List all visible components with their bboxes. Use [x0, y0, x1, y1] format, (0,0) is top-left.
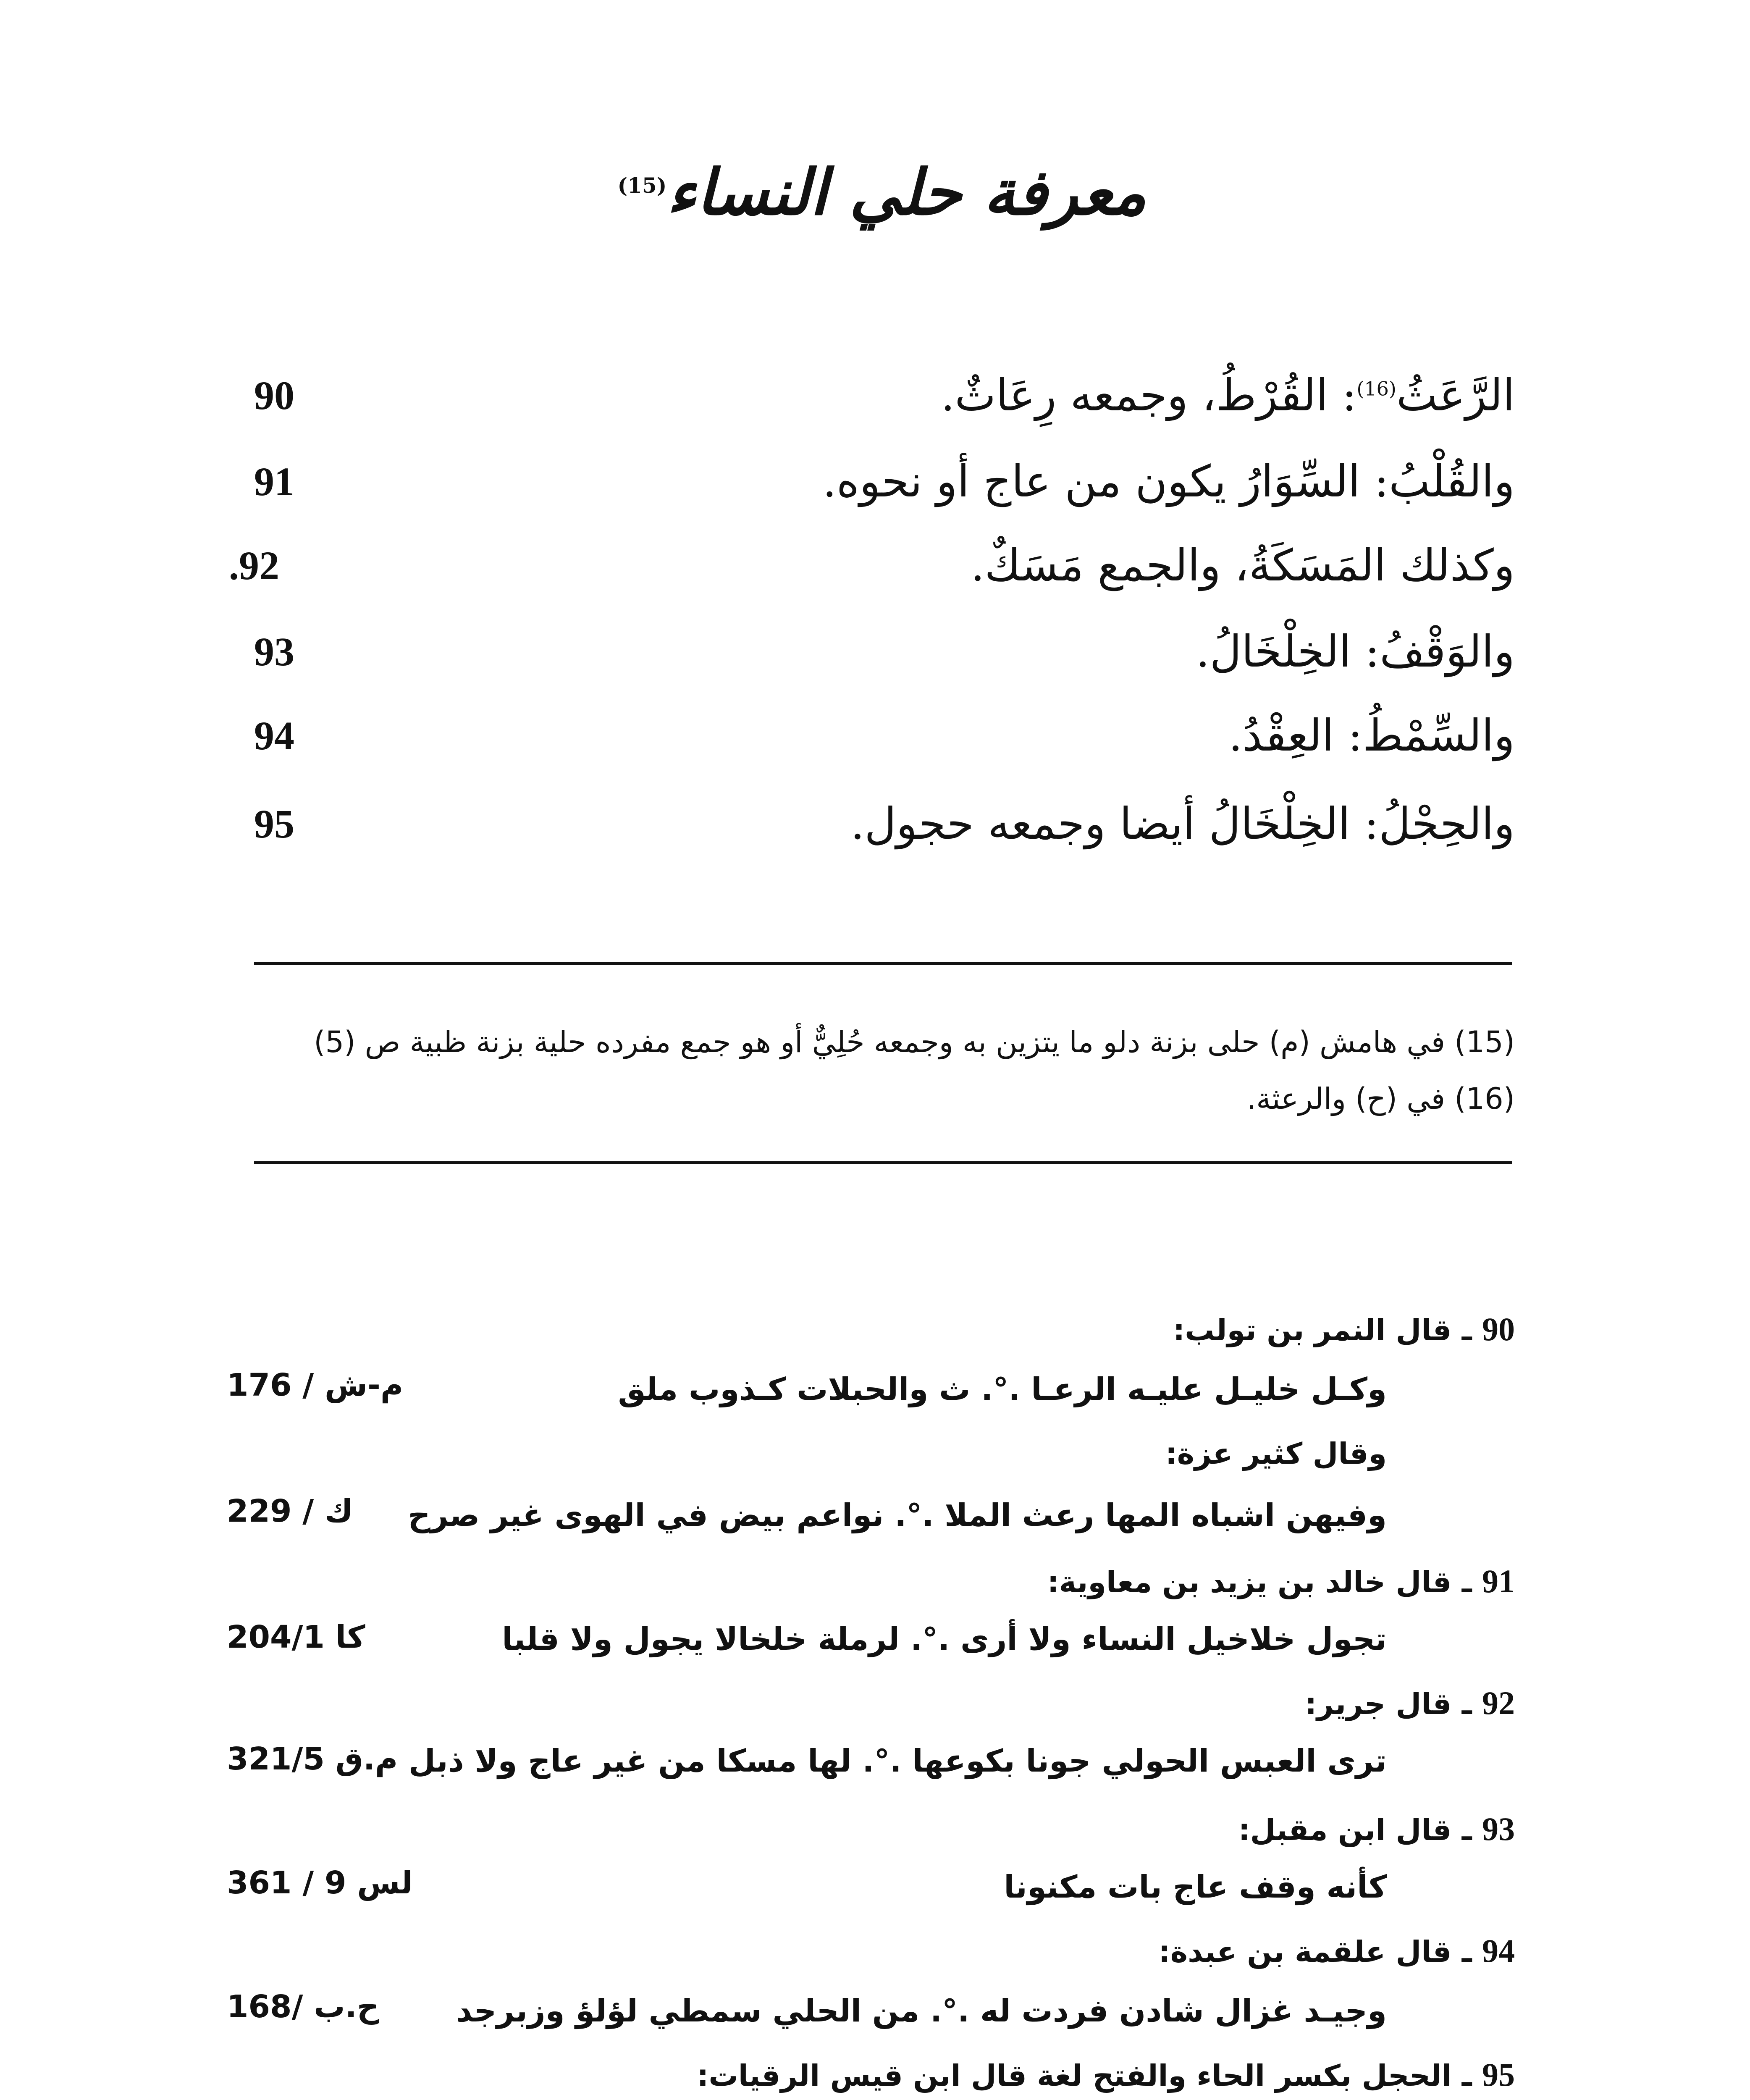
commentary-attribution: قال علقمة بن عبدة: [1158, 1935, 1452, 1969]
entry-number: 94 [254, 713, 294, 758]
page-title [588, 155, 1176, 229]
footnote-divider-top [254, 962, 1512, 965]
commentary-verse: وجيـد غزال شادن فردت له .°. من الحلي سمطي لؤلؤ وزبرجد [456, 1993, 1387, 2029]
entry-text: والقُلْبُ: السِّوَارُ يكون من عاج أو نحوه. [822, 456, 1515, 507]
entry-footnote-ref: (16) [1356, 377, 1396, 400]
entry-row [0, 626, 1750, 689]
entry-row [0, 798, 1750, 861]
title-footnote-ref: (15) [617, 173, 667, 198]
entry-row [0, 456, 1750, 519]
footnote-15: (15) في هامش (م) حلى بزنة دلو ما يتزين به وجمعه حُلِيٌّ أو هو جمع مفرده حلية بزنة ظبية ص (5) [314, 1025, 1515, 1059]
entry-text: وكذلك المَسَكَةُ، والجمع مَسَكٌ. [971, 540, 1515, 591]
commentary-attribution: قال خالد بن يزيد بن معاوية: [1047, 1565, 1452, 1599]
commentary-heading: 91 ـ قال خالد بن يزيد بن معاوية: [1047, 1563, 1515, 1599]
entry-number: 93 [254, 629, 294, 674]
commentary-heading: 93 ـ قال ابن مقبل: [1238, 1811, 1515, 1847]
commentary-number: 93 [1482, 1811, 1515, 1847]
entry-text: والحِجْلُ: الخِلْخَالُ أيضا وجمعه حجول. [850, 798, 1515, 849]
entry-text: والوَقْفُ: الخِلْخَالُ. [1196, 626, 1515, 677]
commentary-verse: وكـل خليـل عليـه الرعـا .°. ث والحبلات كـذوب ملق [618, 1371, 1387, 1407]
entry-headword: الرَّعَثُ [1396, 370, 1515, 421]
entry-number: 91 [254, 459, 294, 504]
entry-row [0, 370, 1750, 433]
entry-number: 95 [254, 801, 294, 846]
entry-number: 90 [254, 373, 294, 418]
commentary-source: 361 / 9 لس [227, 1865, 413, 1901]
title-text: معرفة حلي النساء [666, 155, 1147, 229]
commentary-attribution: قال النمر بن تولب: [1173, 1313, 1452, 1347]
commentary-number: 90 [1482, 1311, 1515, 1347]
commentary-number: 92 [1482, 1685, 1515, 1721]
commentary-attribution: قال جرير: [1305, 1687, 1452, 1721]
commentary-number: 94 [1482, 1932, 1515, 1969]
commentary-source: 229 / ك [227, 1493, 353, 1529]
commentary-number: 91 [1482, 1563, 1515, 1599]
commentary-heading: 92 ـ قال جرير: [1305, 1685, 1515, 1721]
footnote-16: (16) في (ح) والرعثة. [1247, 1082, 1515, 1116]
entry-text [941, 370, 1515, 421]
commentary-verse: تجول خلاخيل النساء ولا أرى .°. لرملة خلخالا يجول ولا قلبا [502, 1621, 1387, 1657]
entry-text: والسِّمْطُ: العِقْدُ. [1228, 710, 1515, 761]
commentary-heading: 90 ـ قال النمر بن تولب: [1173, 1311, 1515, 1347]
commentary-heading: 95 ـ الحجل بكسر الحاء والفتح لغة قال ابن قيس الرقيات: [697, 2056, 1515, 2093]
entry-row [0, 710, 1750, 773]
commentary-heading: 94 ـ قال علقمة بن عبدة: [1158, 1932, 1515, 1969]
commentary-source: 204/1 كا [227, 1619, 365, 1655]
footnote-divider-bottom [254, 1161, 1512, 1164]
commentary-verse: كأنه وقف عاج بات مكنونا [1004, 1869, 1387, 1905]
commentary-number: 95 [1482, 2056, 1515, 2093]
commentary-verse: ترى العبس الحولي جونا بكوعها .°. لها مسكا من غير عاج ولا ذبل [408, 1743, 1387, 1779]
commentary-attribution: الحجل بكسر الحاء والفتح لغة قال ابن قيس الرقيات: [697, 2058, 1452, 2093]
commentary-attribution: وقال كثير عزة: [1165, 1436, 1387, 1471]
commentary-verse: وفيهن اشباه المها رعث الملا .°. نواعم بيض في الهوى غير صرح [408, 1497, 1387, 1533]
commentary-source: 176 / م-ش [227, 1367, 404, 1403]
commentary-attribution: قال ابن مقبل: [1238, 1813, 1452, 1847]
commentary-source: 168/ ح.ب [227, 1989, 380, 2025]
commentary-source: 321/5 م.ق [227, 1741, 398, 1777]
entry-number: .92 [229, 543, 279, 588]
entry-row [0, 540, 1750, 603]
entry-definition: : القُرْطُ، وجمعه رِعَاثٌ. [941, 370, 1357, 421]
